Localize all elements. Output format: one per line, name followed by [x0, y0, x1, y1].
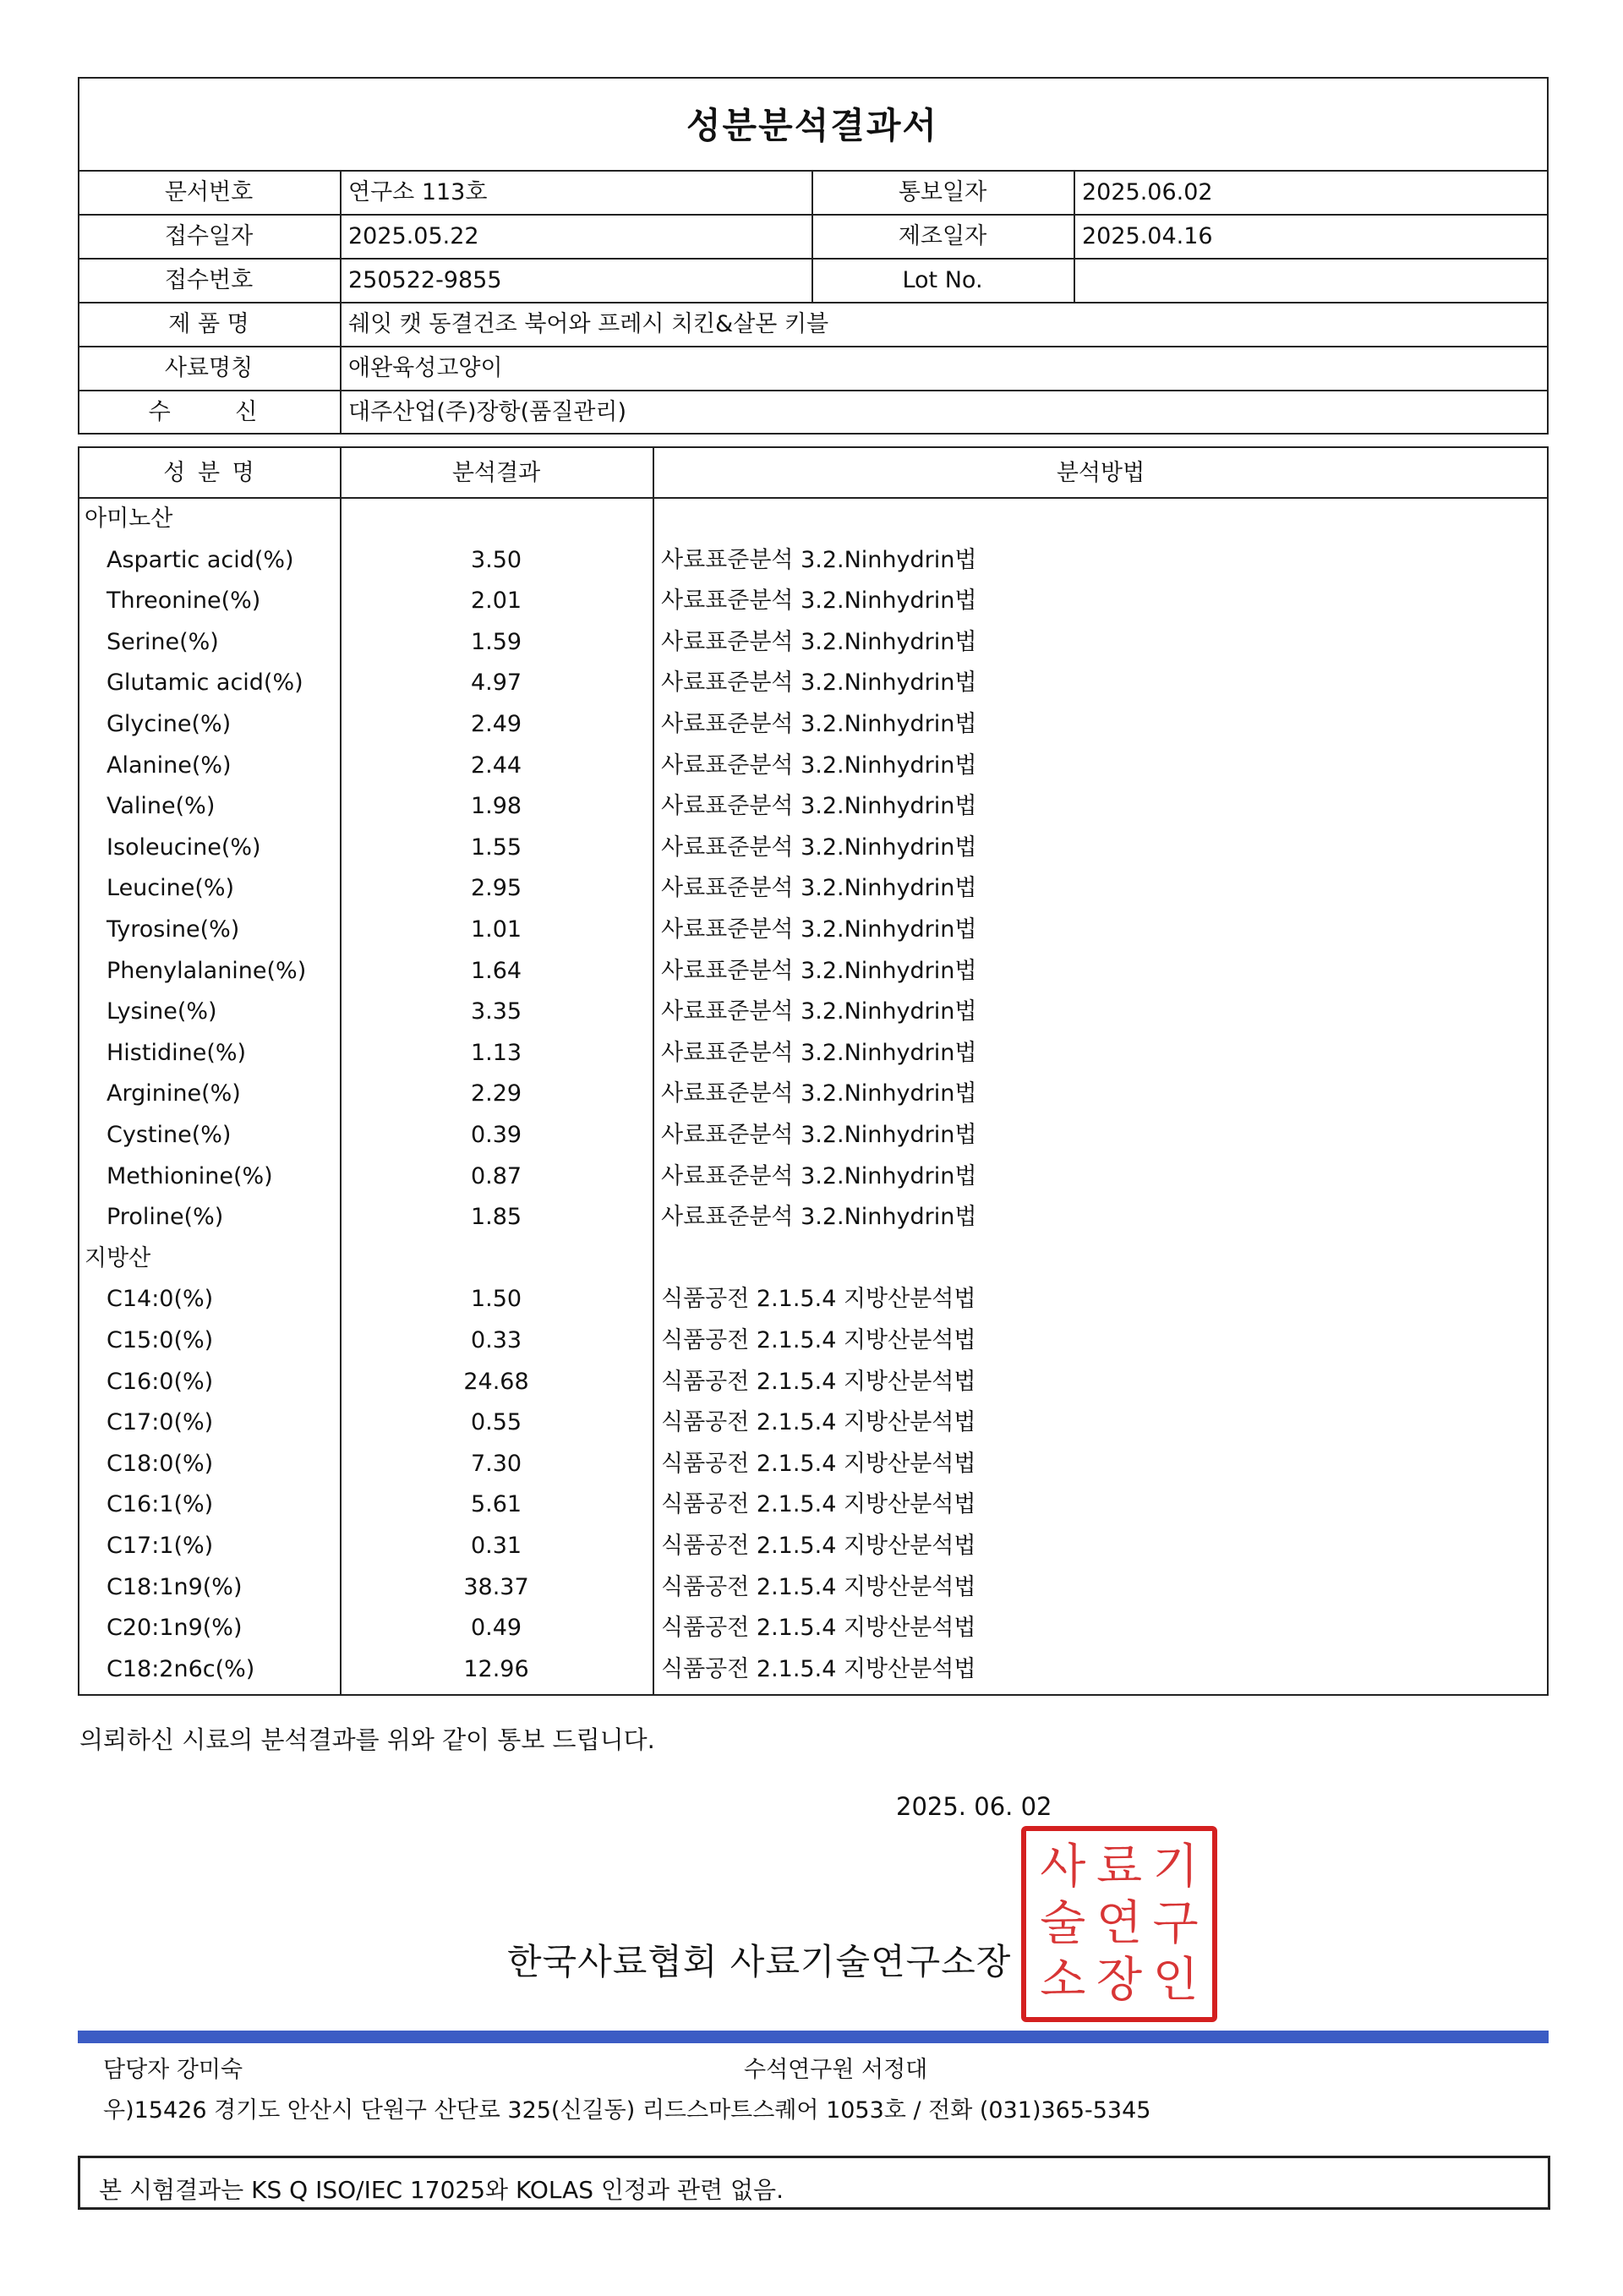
- component-name: Threonine(%): [107, 588, 261, 615]
- result-value: 2.44: [470, 752, 522, 779]
- feed-name-value: 애완육성고양이: [348, 355, 503, 381]
- result-value: 1.98: [470, 793, 522, 820]
- component-name: C17:0(%): [107, 1409, 214, 1436]
- divider: [1074, 170, 1075, 302]
- result-value: 38.37: [463, 1573, 529, 1600]
- result-value: 0.31: [470, 1533, 522, 1559]
- analysis-method: 사료표준분석 3.2.Ninhydrin법: [661, 1204, 977, 1231]
- component-name: C16:1(%): [107, 1491, 214, 1518]
- result-value: 0.49: [470, 1615, 522, 1642]
- seal-glyph: 연: [1096, 1895, 1143, 1951]
- divider: [78, 170, 1549, 172]
- component-name: Valine(%): [107, 793, 216, 820]
- result-value: 1.64: [470, 957, 522, 984]
- receipt-no-label: 접수번호: [164, 267, 254, 293]
- result-value: 2.49: [470, 711, 522, 737]
- component-name: Glycine(%): [107, 711, 232, 737]
- analysis-method: 식품공전 2.1.5.4 지방산분석법: [661, 1573, 976, 1600]
- result-value: 1.55: [470, 834, 522, 861]
- result-value: 0.87: [470, 1162, 522, 1189]
- result-value: 12.96: [463, 1655, 529, 1682]
- analysis-method: 식품공전 2.1.5.4 지방산분석법: [661, 1409, 976, 1436]
- result-value: 2.95: [470, 875, 522, 902]
- component-name: Arginine(%): [107, 1080, 241, 1107]
- analysis-method: 사료표준분석 3.2.Ninhydrin법: [661, 546, 977, 573]
- component-name: Isoleucine(%): [107, 834, 261, 861]
- analysis-method: 사료표준분석 3.2.Ninhydrin법: [661, 1162, 977, 1189]
- col-header-component: 성 분 명: [163, 460, 254, 486]
- group-label: 지방산: [85, 1244, 151, 1271]
- component-name: C18:2n6c(%): [107, 1655, 255, 1682]
- seal-glyph: 기: [1152, 1840, 1199, 1895]
- analysis-method: 사료표준분석 3.2.Ninhydrin법: [661, 834, 977, 861]
- seal-glyph: 사: [1040, 1840, 1086, 1895]
- component-name: Serine(%): [107, 628, 219, 655]
- analysis-method: 식품공전 2.1.5.4 지방산분석법: [661, 1286, 976, 1313]
- component-name: C18:1n9(%): [107, 1573, 243, 1600]
- component-name: C16:0(%): [107, 1368, 214, 1395]
- component-name: Aspartic acid(%): [107, 546, 294, 573]
- receipt-no-value: 250522-9855: [348, 267, 502, 293]
- analysis-method: 사료표준분석 3.2.Ninhydrin법: [661, 1039, 977, 1066]
- divider: [78, 258, 1549, 260]
- analysis-method: 사료표준분석 3.2.Ninhydrin법: [661, 875, 977, 902]
- issue-date: 2025. 06. 02: [896, 1792, 1052, 1821]
- analysis-method: 사료표준분석 3.2.Ninhydrin법: [661, 628, 977, 655]
- component-name: Lysine(%): [107, 998, 217, 1025]
- disclaimer: 본 시험결과는 KS Q ISO/IEC 17025와 KOLAS 인정과 관련 없음.: [99, 2176, 784, 2204]
- divider: [78, 346, 1549, 347]
- divider: [78, 302, 1549, 303]
- analysis-method: 사료표준분석 3.2.Ninhydrin법: [661, 752, 977, 779]
- result-value: 4.97: [470, 670, 522, 697]
- analysis-method: 사료표준분석 3.2.Ninhydrin법: [661, 793, 977, 820]
- analysis-method: 식품공전 2.1.5.4 지방산분석법: [661, 1491, 976, 1518]
- analysis-method: 사료표준분석 3.2.Ninhydrin법: [661, 998, 977, 1025]
- component-name: C14:0(%): [107, 1286, 214, 1313]
- component-name: C20:1n9(%): [107, 1615, 243, 1642]
- analysis-method: 식품공전 2.1.5.4 지방산분석법: [661, 1450, 976, 1477]
- analysis-method: 사료표준분석 3.2.Ninhydrin법: [661, 1122, 977, 1148]
- analysis-method: 식품공전 2.1.5.4 지방산분석법: [661, 1533, 976, 1559]
- feed-name-label: 사료명칭: [164, 355, 254, 381]
- mfg-date-label: 제조일자: [898, 223, 987, 249]
- analysis-method: 사료표준분석 3.2.Ninhydrin법: [661, 588, 977, 615]
- address: 우)15426 경기도 안산시 단원구 산단로 325(신길동) 리드스마트스퀘어 1053호 / 전화 (031)365-5345: [103, 2097, 1151, 2124]
- statement: 의뢰하신 시료의 분석결과를 위와 같이 통보 드립니다.: [79, 1725, 655, 1754]
- result-value: 1.01: [470, 916, 522, 943]
- lot-label: Lot No.: [902, 267, 983, 293]
- recipient-value: 대주산업(주)장항(품질관리): [348, 399, 627, 425]
- component-name: Phenylalanine(%): [107, 957, 307, 984]
- seal-glyph: 구: [1152, 1895, 1199, 1951]
- divider: [340, 170, 342, 435]
- result-value: 2.29: [470, 1080, 522, 1107]
- analysis-method: 식품공전 2.1.5.4 지방산분석법: [661, 1615, 976, 1642]
- analysis-method: 식품공전 2.1.5.4 지방산분석법: [661, 1655, 976, 1682]
- seal-characters: [1035, 1840, 1204, 2009]
- mfg-date-value: 2025.04.16: [1082, 223, 1213, 249]
- seal-glyph: 인: [1152, 1952, 1199, 2008]
- receipt-date-value: 2025.05.22: [348, 223, 479, 249]
- result-value: 1.50: [470, 1286, 522, 1313]
- component-name: Histidine(%): [107, 1039, 247, 1066]
- result-value: 2.01: [470, 588, 522, 615]
- product-label: 제 품 명: [168, 311, 249, 337]
- group-label: 아미노산: [85, 506, 173, 532]
- doc-no-value: 연구소 113호: [348, 179, 488, 205]
- seal-glyph: 료: [1096, 1840, 1143, 1895]
- result-value: 3.35: [470, 998, 522, 1025]
- contact-person: 담당자 강미숙: [103, 2057, 243, 2083]
- page-title: 성분분석결과서: [686, 105, 938, 146]
- result-value: 1.59: [470, 628, 522, 655]
- result-value: 24.68: [463, 1368, 529, 1395]
- analysis-method: 사료표준분석 3.2.Ninhydrin법: [661, 711, 977, 737]
- accent-bar: [78, 2031, 1549, 2043]
- recipient-label: 수 신: [148, 399, 270, 425]
- component-name: C18:0(%): [107, 1450, 214, 1477]
- chief-researcher: 수석연구원 서정대: [744, 2057, 928, 2083]
- component-name: C15:0(%): [107, 1327, 214, 1353]
- result-value: 3.50: [470, 546, 522, 573]
- component-name: C17:1(%): [107, 1533, 214, 1559]
- analysis-method: 식품공전 2.1.5.4 지방산분석법: [661, 1327, 976, 1353]
- component-name: Tyrosine(%): [107, 916, 240, 943]
- component-name: Leucine(%): [107, 875, 235, 902]
- result-value: 0.39: [470, 1122, 522, 1148]
- divider: [78, 214, 1549, 216]
- divider: [78, 390, 1549, 391]
- result-value: 7.30: [470, 1450, 522, 1477]
- component-name: Methionine(%): [107, 1162, 273, 1189]
- component-name: Proline(%): [107, 1204, 224, 1231]
- component-name: Cystine(%): [107, 1122, 232, 1148]
- result-value: 0.33: [470, 1327, 522, 1353]
- divider: [78, 497, 1549, 499]
- analysis-method: 식품공전 2.1.5.4 지방산분석법: [661, 1368, 976, 1395]
- result-value: 1.13: [470, 1039, 522, 1066]
- result-value: 0.55: [470, 1409, 522, 1436]
- product-value: 쉐잇 캣 동결건조 북어와 프레시 치킨&살몬 키블: [348, 311, 829, 337]
- seal-glyph: 장: [1096, 1952, 1143, 2008]
- analysis-method: 사료표준분석 3.2.Ninhydrin법: [661, 957, 977, 984]
- result-value: 1.85: [470, 1204, 522, 1231]
- analysis-method: 사료표준분석 3.2.Ninhydrin법: [661, 916, 977, 943]
- divider: [653, 446, 654, 1696]
- notice-date-value: 2025.06.02: [1082, 179, 1213, 205]
- receipt-date-label: 접수일자: [164, 223, 254, 249]
- analysis-method: 사료표준분석 3.2.Ninhydrin법: [661, 670, 977, 697]
- official-seal: [1021, 1826, 1217, 2022]
- component-name: Glutamic acid(%): [107, 670, 303, 697]
- result-value: 5.61: [470, 1491, 522, 1518]
- seal-glyph: 소: [1040, 1952, 1086, 2008]
- analysis-method: 사료표준분석 3.2.Ninhydrin법: [661, 1080, 977, 1107]
- col-header-method: 분석방법: [1056, 460, 1145, 486]
- disclaimer-box: [78, 2156, 1550, 2210]
- seal-glyph: 술: [1040, 1895, 1086, 1951]
- doc-no-label: 문서번호: [164, 179, 254, 205]
- notice-date-label: 통보일자: [898, 179, 987, 205]
- col-header-result: 분석결과: [451, 460, 541, 486]
- component-name: Alanine(%): [107, 752, 232, 779]
- organization-name: 한국사료협회 사료기술연구소장: [507, 1941, 1012, 1982]
